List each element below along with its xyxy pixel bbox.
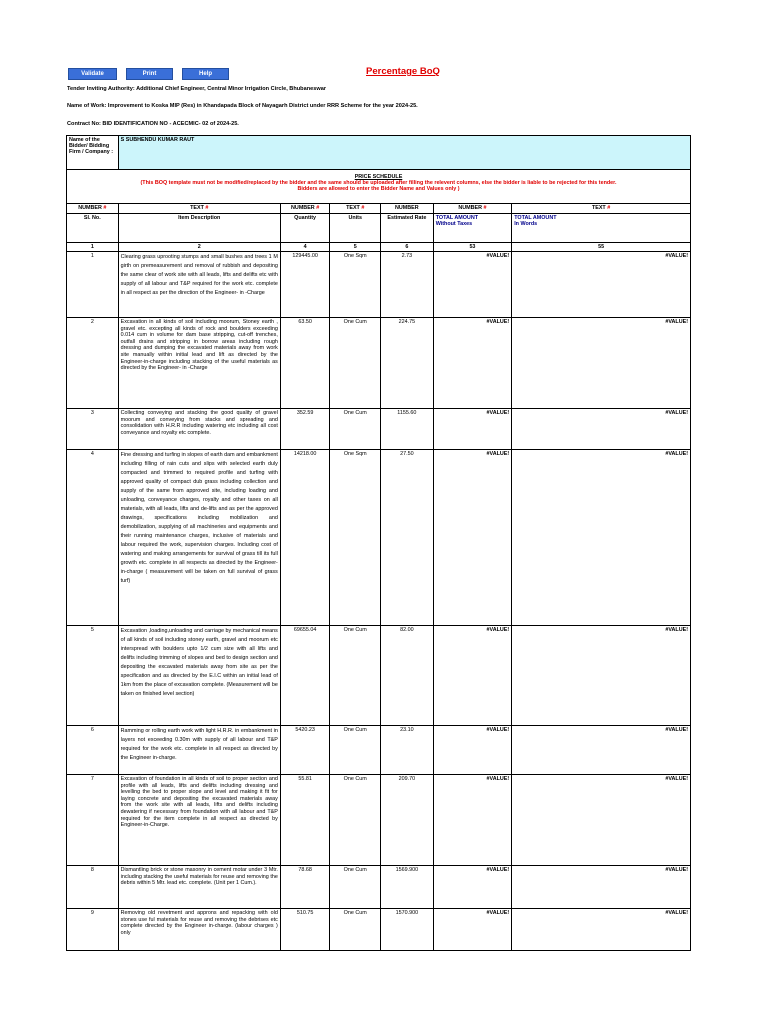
item-description: Excavation in all kinds of soil including moorum, Stoney earth , gravel etc. excepting all kinds of rock and boulders exceeding 0.014 cum in volume for dam base stripping, cut-off trenches, outfall drains and stripping in borrow areas including rough dressing and dumping the excavated materials away from work site manually within initial lead and lift as directed by the Engineer-in-charge including stacking of the useful materials as directed by the Engineer- in -Charge <box>118 318 280 409</box>
table-row <box>67 318 691 409</box>
item-quantity: 55.81 <box>280 775 330 866</box>
price-schedule-header <box>67 170 691 204</box>
item-rate: 1570.900 <box>381 909 434 951</box>
header-quantity: Quantity <box>280 214 330 243</box>
item-total-amount[interactable]: #VALUE! <box>433 775 512 866</box>
item-unit: One Cum <box>330 318 381 409</box>
item-amount-in-words[interactable]: #VALUE! <box>512 909 691 951</box>
table-row <box>67 726 691 775</box>
item-unit: One Cum <box>330 626 381 726</box>
item-amount-in-words[interactable]: #VALUE! <box>512 775 691 866</box>
item-rate: 1155.60 <box>381 409 434 450</box>
item-sl-no: 9 <box>67 909 119 951</box>
table-row <box>67 909 691 951</box>
item-amount-in-words[interactable]: #VALUE! <box>512 726 691 775</box>
table-row <box>67 866 691 909</box>
item-quantity: 69655.04 <box>280 626 330 726</box>
item-quantity: 352.59 <box>280 409 330 450</box>
item-unit: One Sqm <box>330 450 381 626</box>
item-sl-no: 3 <box>67 409 119 450</box>
price-schedule-title: PRICE SCHEDULE <box>354 174 403 180</box>
item-unit: One Cum <box>330 909 381 951</box>
table-row <box>67 626 691 726</box>
item-rate: 2.73 <box>381 252 434 318</box>
item-sl-no: 7 <box>67 775 119 866</box>
item-sl-no: 8 <box>67 866 119 909</box>
item-quantity: 14218.00 <box>280 450 330 626</box>
column-number: 55 <box>512 243 691 252</box>
item-amount-in-words[interactable]: #VALUE! <box>512 866 691 909</box>
column-number: 4 <box>280 243 330 252</box>
schedule-warning-2: Bidders are allowed to enter the Bidder Name and Values only ) <box>297 186 460 192</box>
type-cell: TEXT # <box>330 204 381 214</box>
item-unit: One Cum <box>330 726 381 775</box>
table-row <box>67 775 691 866</box>
item-amount-in-words[interactable]: #VALUE! <box>512 626 691 726</box>
item-total-amount[interactable]: #VALUE! <box>433 318 512 409</box>
type-cell: TEXT # <box>512 204 691 214</box>
header-total-amount: TOTAL AMOUNT Without Taxes <box>433 214 512 243</box>
table-row <box>67 450 691 626</box>
item-total-amount[interactable]: #VALUE! <box>433 450 512 626</box>
item-description: Dismantling brick or stone masonry in cement motar under 3 Mtr. including stacking the useful materials for reuse and removing the debris within 5 Mtr. lead etc. complete. (Unit per 1 Cum.). <box>118 866 280 909</box>
contract-number: Contract No: BID IDENTIFICATION NO - ACECMIC- 02 of 2024-25. <box>67 121 239 127</box>
header-row <box>67 214 691 243</box>
schedule-warning: (This BOQ template must not be modified/replaced by the bidder and the same should be uploaded after filling the relevent columns, else the bidder is liable to be rejected for this tender. <box>140 180 617 186</box>
help-button[interactable]: Help <box>182 68 229 80</box>
item-rate: 209.70 <box>381 775 434 866</box>
header-amount-in-words: TOTAL AMOUNT In Words <box>512 214 691 243</box>
item-unit: One Cum <box>330 866 381 909</box>
type-row <box>67 204 691 214</box>
item-sl-no: 2 <box>67 318 119 409</box>
item-amount-in-words[interactable]: #VALUE! <box>512 252 691 318</box>
item-description: Excavation ,loading,unloading and carriage by mechanical means of all kinds of soil including stoney earth, gravel and moorum etc interspread with boulders upto 1/2 cum size with all lifts and delifts including trimming of slopes and bed to design section and depositing the excavated materials away from site as per the specification and as directed by the E.I.C within an initial lead of 1km from the place of excavation complete. (Measurement will be taken on finished level section) <box>118 626 280 726</box>
table-row <box>67 409 691 450</box>
name-of-work: Name of Work: Improvement to Koska MIP (Res) in Khandapada Block of Nayagarh District under RRR Scheme for the year 2024-25. <box>67 103 418 109</box>
item-description: Removing old revetment and approns and repacking with old stones use ful materials for reuse and removing the debrises etc complete directed by the Engineer in-charge. (labour charges ) only <box>118 909 280 951</box>
item-total-amount[interactable]: #VALUE! <box>433 626 512 726</box>
item-description: Fine dressing and turfing in slopes of earth dam and embankment including filling of rain cuts and slips with selected earth duly compacted and trimmed to required profile and turfing with approved quality of compact dub grass including collection and supply of the same from approved site, including loading and unloading, conveyance charges, royalty and other taxes on all materials, with all leads, lifts and de-lifts and as per the approved drawings, specifications including mobilization and demobilization, supplying of all machineries and equipments and their running maintenance charges, inclusive of materials and labour required the work, supervision charges. Including cost of watering and making arrangements for survival of grass till its full growth etc. complete in all respects as directed by the Engineer-in-charge ( measurement will be taken on full survival of grass turf) <box>118 450 280 626</box>
item-sl-no: 6 <box>67 726 119 775</box>
item-total-amount[interactable]: #VALUE! <box>433 409 512 450</box>
type-cell: NUMBER # <box>67 204 119 214</box>
item-description: Excavation of foundation in all kinds of soil to proper section and profile with all leads, lifts and delifts including dressing and levelling the bed to proper slope and level and making it fit for laying concrete and depositing the excavated materials away from the work site with all leads, lifts and delifts including dewatering if necessary from foundation with all labour and T&P required for the item complete in all respect as directed by Engineer-in-Charge. <box>118 775 280 866</box>
type-cell: NUMBER # <box>433 204 512 214</box>
item-unit: One Cum <box>330 409 381 450</box>
column-number: 1 <box>67 243 119 252</box>
column-number: 2 <box>118 243 280 252</box>
type-cell: TEXT # <box>118 204 280 214</box>
column-number: 53 <box>433 243 512 252</box>
item-quantity: 129445.00 <box>280 252 330 318</box>
page-title: Percentage BoQ <box>366 66 440 77</box>
item-rate: 23.10 <box>381 726 434 775</box>
header-estimated-rate: Estimated Rate <box>381 214 434 243</box>
item-total-amount[interactable]: #VALUE! <box>433 866 512 909</box>
header-description: Item Description <box>118 214 280 243</box>
item-quantity: 78.68 <box>280 866 330 909</box>
item-sl-no: 4 <box>67 450 119 626</box>
item-quantity: 5420.23 <box>280 726 330 775</box>
header-units: Units <box>330 214 381 243</box>
item-sl-no: 5 <box>67 626 119 726</box>
validate-button[interactable]: Validate <box>68 68 117 80</box>
item-description: Collecting conveying and stacking the good quality of gravel moorum and conveying from stacks and spreading and consolidation with H.R.R including watering etc including all cost conveyance and royalty etc complete. <box>118 409 280 450</box>
item-rate: 224.75 <box>381 318 434 409</box>
item-rate: 27.50 <box>381 450 434 626</box>
item-total-amount[interactable]: #VALUE! <box>433 726 512 775</box>
item-quantity: 63.50 <box>280 318 330 409</box>
item-total-amount[interactable]: #VALUE! <box>433 252 512 318</box>
item-rate: 82.00 <box>381 626 434 726</box>
item-amount-in-words[interactable]: #VALUE! <box>512 409 691 450</box>
boq-table <box>66 135 691 951</box>
item-quantity: 510.75 <box>280 909 330 951</box>
item-amount-in-words[interactable]: #VALUE! <box>512 450 691 626</box>
column-number: 5 <box>330 243 381 252</box>
table-row <box>67 252 691 318</box>
item-unit: One Cum <box>330 775 381 866</box>
item-description: Ramming or rolling earth work with light H.R.R. in embankment in layers not exceeding 0.30m with supply of all labour and T&P required for the work etc. complete in all respect as directed by the Engineer in-charge. <box>118 726 280 775</box>
type-cell: NUMBER <box>381 204 434 214</box>
bidder-label: Name of the Bidder/ Bidding Firm / Company : <box>67 136 119 170</box>
item-sl-no: 1 <box>67 252 119 318</box>
item-total-amount[interactable]: #VALUE! <box>433 909 512 951</box>
item-unit: One Sqm <box>330 252 381 318</box>
tender-authority: Tender Inviting Authority: Additional Chief Engineer, Central Minor Irrigation Circle, Bhubaneswar <box>67 86 326 92</box>
header-sl-no: Sl. No. <box>67 214 119 243</box>
item-rate: 1569.900 <box>381 866 434 909</box>
bidder-name-field[interactable]: S SUBHENDU KUMAR RAUT <box>118 136 690 170</box>
item-amount-in-words[interactable]: #VALUE! <box>512 318 691 409</box>
type-cell: NUMBER # <box>280 204 330 214</box>
column-number: 6 <box>381 243 434 252</box>
column-number-row <box>67 243 691 252</box>
print-button[interactable]: Print <box>126 68 173 80</box>
item-description: Clearing grass uprooting stumps and small bushes and trees 1 M girth on premeasurement and removal of rubbish and depositing the same clear of work site with all leads, lifts and delifts etc with supply of all labour and T&P required for the work etc. complete in all respect as per the direction of the Engineer- in -Charge <box>118 252 280 318</box>
